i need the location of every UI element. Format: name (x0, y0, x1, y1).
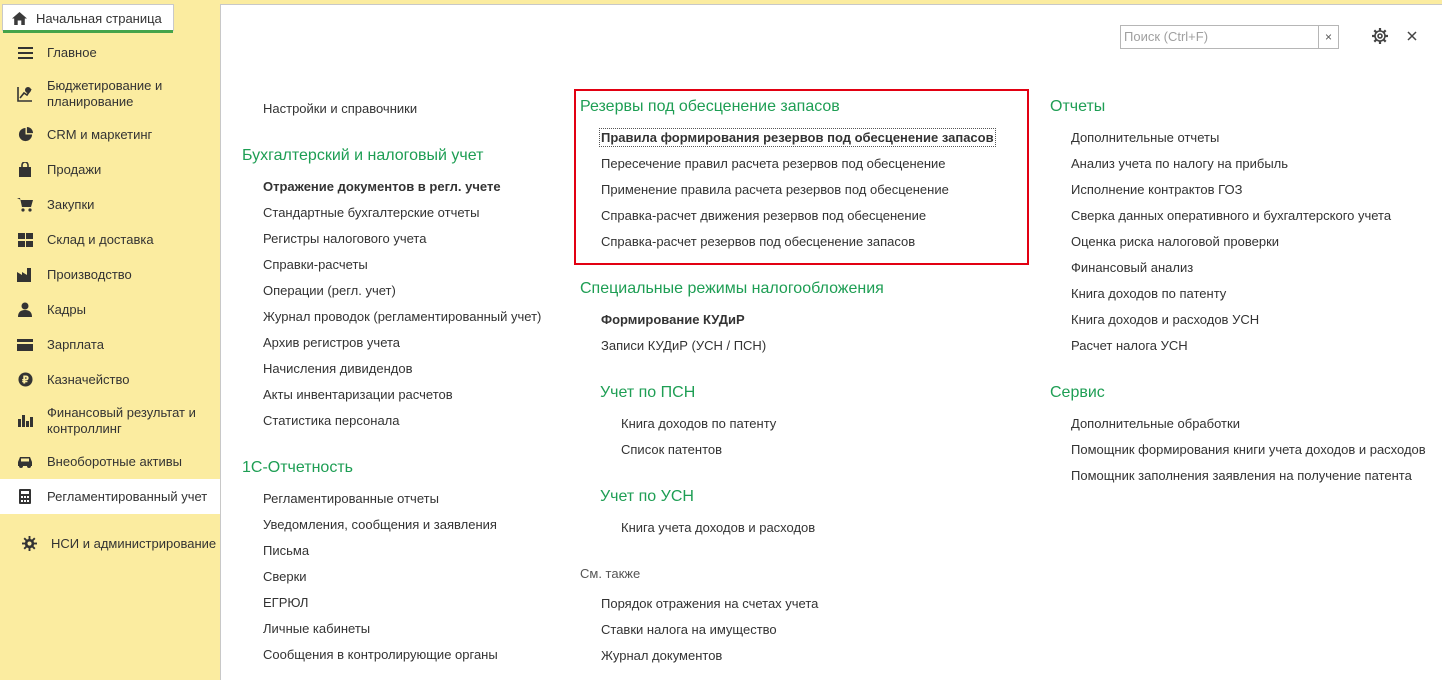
sidebar-item-purchases[interactable] (0, 187, 220, 222)
bar-chart-icon (17, 413, 33, 429)
settings-gear-icon[interactable] (1371, 27, 1389, 45)
link-reserves[interactable]: Пересечение правил расчета резервов под обесценение (601, 156, 946, 171)
link-acc[interactable]: Регистры налогового учета (263, 231, 427, 246)
link-reporting[interactable]: ЕГРЮЛ (263, 595, 309, 610)
section-title-special-tax: Специальные режимы налогообложения (580, 280, 884, 297)
active-tab-indicator (3, 30, 173, 33)
sidebar-item-label: Внеоборотные активы (47, 453, 183, 469)
sidebar-item-budgeting[interactable] (0, 70, 220, 117)
link-acc[interactable]: Акты инвентаризации расчетов (263, 387, 453, 402)
sidebar-item-regulated-accounting[interactable] (0, 479, 220, 514)
sidebar-item-treasury[interactable] (0, 362, 220, 397)
ruble-coin-icon (17, 372, 33, 388)
svg-text:₽: ₽ (21, 374, 29, 387)
search-input[interactable]: Поиск (Ctrl+F) (1124, 29, 1209, 44)
sidebar-item-label: Продажи (47, 161, 102, 177)
link-reporting[interactable]: Сообщения в контролирующие органы (263, 647, 498, 662)
link-service[interactable]: Помощник формирования книги учета доходов и расходов (1071, 442, 1426, 457)
link-reports[interactable]: Книга доходов по патенту (1071, 286, 1227, 301)
salary-card-icon (17, 337, 33, 353)
link-reports[interactable]: Книга доходов и расходов УСН (1071, 312, 1260, 327)
home-icon (12, 11, 28, 25)
link-reporting[interactable]: Сверки (263, 569, 307, 584)
link-reporting[interactable]: Письма (263, 543, 310, 558)
link-see-also[interactable]: Журнал документов (601, 648, 723, 663)
link-acc[interactable]: Стандартные бухгалтерские отчеты (263, 205, 480, 220)
link-acc[interactable]: Операции (регл. учет) (263, 283, 396, 298)
sidebar-item-label: CRM и маркетинг (47, 126, 153, 142)
section-title-usn: Учет по УСН (600, 488, 694, 505)
clear-search-button[interactable]: × (1318, 26, 1338, 48)
link-see-also[interactable]: Порядок отражения на счетах учета (601, 596, 819, 611)
link-reserves[interactable]: Справка-расчет движения резервов под обесценение (601, 208, 927, 223)
search-box[interactable] (1120, 25, 1339, 49)
see-also-label: См. также (580, 566, 641, 581)
sidebar-item-main[interactable] (0, 35, 220, 70)
link-acc[interactable]: Статистика персонала (263, 413, 400, 428)
cart-icon (17, 197, 33, 213)
link-reporting[interactable]: Личные кабинеты (263, 621, 371, 636)
link-see-also[interactable]: Ставки налога на имущество (601, 622, 777, 637)
sidebar-item-label: Закупки (47, 196, 95, 212)
sidebar-item-financial-result[interactable] (0, 397, 220, 444)
link-reports[interactable]: Финансовый анализ (1071, 260, 1194, 275)
main-panel (220, 4, 1442, 680)
sidebar (0, 35, 220, 567)
link-service[interactable]: Помощник заполнения заявления на получение патента (1071, 468, 1412, 483)
menu-lines-icon (17, 45, 33, 61)
pie-chart-icon (17, 127, 33, 143)
link-reports[interactable]: Оценка риска налоговой проверки (1071, 234, 1280, 249)
link-reports[interactable]: Расчет налога УСН (1071, 338, 1188, 353)
link-reporting[interactable]: Уведомления, сообщения и заявления (263, 517, 497, 532)
sidebar-item-crm[interactable] (0, 117, 220, 152)
sidebar-item-salary[interactable] (0, 327, 220, 362)
sidebar-item-warehouse[interactable] (0, 222, 220, 257)
sidebar-item-sales[interactable] (0, 152, 220, 187)
sidebar-item-label: Бюджетирование и планирование (47, 77, 163, 109)
sidebar-item-fixed-assets[interactable] (0, 444, 220, 479)
link-reports[interactable]: Анализ учета по налогу на прибыль (1071, 156, 1289, 171)
link-service[interactable]: Дополнительные обработки (1071, 416, 1240, 431)
sidebar-item-label: Производство (47, 266, 132, 282)
close-icon[interactable] (1404, 28, 1420, 44)
sidebar-item-label: Регламентированный учет (47, 488, 208, 504)
link-acc[interactable]: Архив регистров учета (263, 335, 401, 350)
link-acc[interactable]: Отражение документов в регл. учете (263, 179, 501, 194)
link-reserves[interactable]: Правила формирования резервов под обесценение запасов (601, 130, 994, 145)
person-icon (17, 302, 33, 318)
sidebar-item-admin[interactable] (0, 520, 220, 567)
tab-start-page-label: Начальная страница (36, 10, 162, 26)
section-title-reporting: 1С-Отчетность (242, 459, 353, 476)
link-reports[interactable]: Сверка данных оперативного и бухгалтерского учета (1071, 208, 1392, 223)
link-usn[interactable]: Книга учета доходов и расходов (621, 520, 816, 535)
link-acc[interactable]: Справки-расчеты (263, 257, 368, 272)
link-psn[interactable]: Книга доходов по патенту (621, 416, 777, 431)
sidebar-item-hr[interactable] (0, 292, 220, 327)
gear-icon (21, 536, 37, 552)
section-title-reports: Отчеты (1050, 98, 1106, 115)
link-psn[interactable]: Список патентов (621, 442, 723, 457)
sidebar-item-label: Финансовый результат и контроллинг (47, 404, 196, 436)
budget-chart-icon (17, 86, 33, 102)
sidebar-item-label: Зарплата (47, 336, 104, 352)
section-title-reserves: Резервы под обесценение запасов (580, 98, 840, 115)
sidebar-item-label: НСИ и администрирование (51, 535, 217, 551)
section-title-accounting: Бухгалтерский и налоговый учет (242, 147, 484, 164)
sidebar-item-label: Кадры (47, 301, 86, 317)
sidebar-item-production[interactable] (0, 257, 220, 292)
factory-icon (17, 267, 33, 283)
sidebar-item-label: Главное (47, 44, 97, 60)
tab-start-page[interactable] (2, 4, 174, 31)
section-title-psn: Учет по ПСН (600, 384, 696, 401)
link-special-tax[interactable]: Записи КУДиР (УСН / ПСН) (601, 338, 767, 353)
link-reporting[interactable]: Регламентированные отчеты (263, 491, 439, 506)
link-acc[interactable]: Журнал проводок (регламентированный учет) (263, 309, 542, 324)
link-settings[interactable]: Настройки и справочники (263, 101, 418, 116)
link-reports[interactable]: Дополнительные отчеты (1071, 130, 1220, 145)
link-acc[interactable]: Начисления дивидендов (263, 361, 413, 376)
link-reserves[interactable]: Справка-расчет резервов под обесценение запасов (601, 234, 916, 249)
sidebar-item-label: Казначейство (47, 371, 130, 387)
link-reports[interactable]: Исполнение контрактов ГОЗ (1071, 182, 1243, 197)
warehouse-grid-icon (17, 232, 33, 248)
link-special-tax[interactable]: Формирование КУДиР (601, 312, 745, 327)
section-title-service: Сервис (1050, 384, 1105, 401)
car-icon (17, 454, 33, 470)
shopping-bag-icon (17, 162, 33, 178)
link-reserves[interactable]: Применение правила расчета резервов под обесценение (601, 182, 949, 197)
calculator-icon (17, 489, 33, 505)
sidebar-item-label: Склад и доставка (47, 231, 154, 247)
